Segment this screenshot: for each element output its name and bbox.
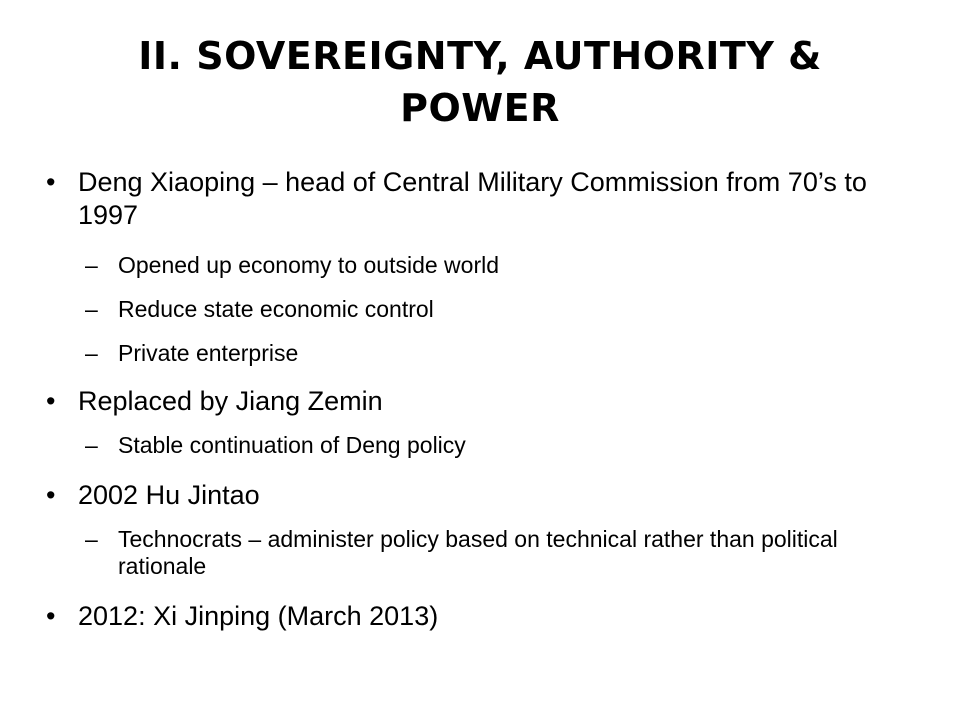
bullet-list (46, 166, 906, 633)
bullet-dot: • (46, 601, 56, 631)
sub-bullet-text: Opened up economy to outside world (118, 252, 500, 278)
bullet-item (46, 600, 906, 633)
sub-bullet-dash: – (85, 526, 98, 552)
sub-bullet-dash: – (85, 340, 98, 366)
sub-bullet-text: Private enterprise (118, 340, 299, 366)
sub-bullet-dash: – (85, 252, 98, 278)
sub-bullet-dash: – (85, 296, 98, 322)
bullet-item (46, 479, 906, 512)
bullet-text: Deng Xiaoping – head of Central Military Commission from 70’s to 1997 (78, 167, 867, 230)
bullet-dot: • (46, 386, 56, 416)
bullet-dot: • (46, 167, 56, 197)
bullet-text: 2002 Hu Jintao (78, 480, 260, 510)
sub-bullet-text: Technocrats – administer policy based on technical rather than political rationale (118, 526, 838, 579)
bullet-text: 2012: Xi Jinping (March 2013) (78, 601, 439, 631)
bullet-item (46, 166, 906, 232)
sub-bullet-item (46, 252, 906, 279)
sub-bullet-item (46, 526, 906, 580)
sub-bullet-text: Stable continuation of Deng policy (118, 432, 466, 458)
slide-title: II. SOVEREIGNTY, AUTHORITY & POWER (138, 34, 822, 130)
sub-bullet-item (46, 296, 906, 323)
sub-bullet-text: Reduce state economic control (118, 296, 434, 322)
sub-bullet-item (46, 432, 906, 459)
bullet-dot: • (46, 480, 56, 510)
sub-bullet-item (46, 340, 906, 367)
bullet-item (46, 385, 906, 418)
bullet-text: Replaced by Jiang Zemin (78, 386, 383, 416)
sub-bullet-dash: – (85, 432, 98, 458)
